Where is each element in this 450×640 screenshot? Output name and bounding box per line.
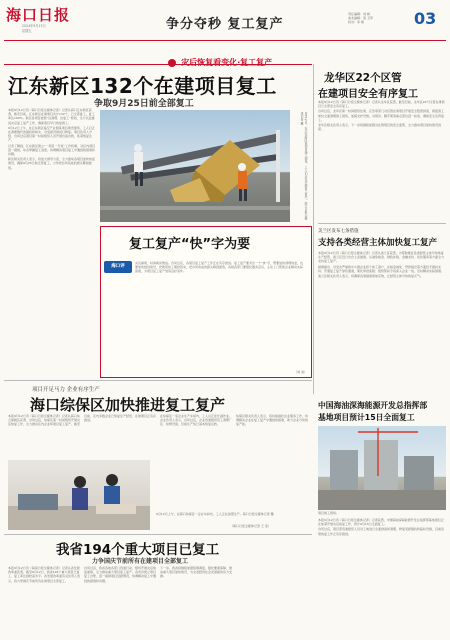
banner-rule (4, 64, 312, 65)
workshop-illustration (8, 460, 150, 530)
mid-left-paragraph: 综保区相关负责人表示，将持续做好企业服务工作，协调解决企业在复工复产中遇到的困难，助力企业尽快恢复产能。 (236, 414, 308, 427)
commentary-box (100, 226, 312, 378)
section-banner (168, 52, 272, 71)
bottom-left-subhead: 力争国庆节前所有在建项目全部复工 (92, 558, 189, 565)
mid-left-photo (8, 460, 150, 530)
bottom-separator (4, 534, 312, 535)
commentary-author: （刘 旭） (294, 369, 307, 374)
right-mid-paragraph: 美兰区相关负责人表示，将确保各项措施落地见效，让经营主体尽快恢复元气。 (318, 274, 424, 279)
commentary-logo (104, 261, 132, 273)
commentary-logo-text: 海口评 (111, 264, 125, 269)
lead-paragraph: 本报9月12日讯（海口日报全媒体记者）记者从海口江东新区获悉，截至目前，江东新区在建项目共计132个，已全部复工，复工率达100%。新区各项目按照“边清理、边复工”原则，全力以赴推进灾后复工复产工作，确保项目早日恢复施工。 (8, 108, 95, 125)
masthead (0, 0, 450, 42)
right-bottom-photo-caption: 项目施工现场。 (318, 511, 340, 515)
right-bottom-photo (318, 426, 446, 510)
right-bottom-body (318, 518, 446, 636)
mid-separator (4, 380, 312, 381)
section-dot-icon (168, 59, 176, 67)
right-top-paragraph: 龙华区相关负责人表示，下一步将继续加强对在建项目的安全监管，全力推动项目加快建设进度。 (318, 123, 442, 132)
mid-left-kicker: 项目开足马力 企业有序生产 (32, 387, 100, 393)
bottom-left-headline: 我省194个重大项目已复工 (56, 542, 220, 558)
issue-weekday: 星期五 (22, 29, 32, 33)
editor-line: 美术编辑：蔡 卫军 (348, 16, 373, 21)
lead-paragraph: 新区相关负责人表示，将加大督导力度，全力推动各项目加快恢复建设，确保9月25日前全部复工，力争把台风造成的损失降到最低。 (8, 157, 96, 170)
lead-body-col1 (8, 108, 96, 373)
masthead-rule (4, 40, 446, 41)
mid-left-paragraph: 本报9月12日讯（海口日报全媒体记者）记者从海口综合保税区获悉，台风过后，综保区第一时间组织开展灾后恢复工作，全力推动区内企业和项目复工复产。截至目前，区内多数企业已恢复生产经营，在建项目正有序推进。 (8, 414, 157, 427)
right-mid-kicker: 美兰区发布七条措施 (318, 229, 359, 234)
right-top-headline-line1: 龙华区22个区管 (324, 72, 402, 84)
right-mid-paragraph: 措施提出，对受灾严重的中小微企业和个体工商户，在租金减免、贷款贴息等方面给予倾斜支持；开通复工复产绿色通道，简化审批流程；组织帮扶专班深入企业一线，及时解决实际困难。 (318, 264, 445, 273)
editors-block (348, 12, 406, 25)
right-separator (318, 223, 446, 224)
right-top-body (318, 100, 446, 220)
right-top-paragraph: 本报9月12日讯（海口日报全媒体记者）记者从龙华区获悉，截至目前，龙华区22个区管在建项目已全部安全有序复工。 (318, 100, 445, 109)
bottom-left-paragraph: 下一步，我省将继续加强统筹调度，强化要素保障，推动重大项目加快建设，为全省经济社会发展提供有力支撑。 (160, 566, 233, 579)
right-bottom-paragraph: 本报9月12日讯（海口日报全媒体记者）记者获悉，中国海油深海能源开发总指挥部基地项目正在加紧开展灾后恢复工作，预计9月15日全面复工。 (318, 518, 444, 527)
mid-left-caption: 9月12日上午，在海口综保区一企业车间内，工人正在加紧生产。海口日报全媒体记者 摄 (156, 512, 274, 516)
lead-paragraph: 9月12日上午，在江东新区临空产业园某项目建设现场，工人们正在清理倒伏的围挡和树木，对受损设施进行修复。项目负责人介绍，台风过后项目第一时间组织人员开展自查自救，抓紧恢复生产。 (8, 125, 95, 143)
building-site-illustration (318, 426, 446, 510)
editor-line: 校对：李 敏 (348, 20, 364, 25)
commentary-body: 灾后重建，时间就是效益。台风过后，各项目复工复产工作正在有序推进。复工复产要突出一个“快”字，既要加快清理恢复，也要加快推进建设，把耽误的工期抢回来，把台风造成的损失降到最低。各级各部门要强化服务意识，主动上门帮助企业解决实际困难，为项目复工复产创造良好条件。 (135, 261, 304, 274)
right-mid-headline: 支持各类经营主体加快复工复产 (318, 238, 438, 248)
construction-scene-illustration (100, 110, 290, 222)
right-bottom-headline-line2: 基地项目预计15日全面复工 (318, 413, 415, 422)
editor-line: 责任编辑：刘 畅 (348, 12, 370, 16)
right-mid-paragraph: 本报9月12日讯（海口日报全媒体记者）记者从美兰区获悉，为帮助辖区各类经营主体尽快恢复生产经营，美兰区近日出台七条措施，从减免租金、财政补贴、金融支持、优化服务等方面全力支持复工复产。 (318, 251, 445, 264)
right-bottom-paragraph: 台风过后，项目部迅速组织人员对工地进行全面排查和清理，修复受损围挡和临时设施，目前各项恢复工作正有序推进。 (318, 527, 445, 536)
issue-date: 2024年9月13日 (22, 24, 46, 28)
right-mid-body (318, 251, 446, 389)
bottom-left-paragraph: 本报9月12日讯（海南日报全媒体记者）记者从省发展改革委获悉，截至9月12日，我省194个重大项目已复工，复工率达到较高水平。省发展改革委有关负责人表示，将力争国庆节前所有在建项目全部复工。 (8, 566, 81, 583)
right-top-paragraph: 台风过后，龙华区第一时间组织住建、应急等部门对区管在建项目开展安全隐患排查，督促施工单位全面清理施工现场，加固支护设施，对塔吊、脚手架等重点部位逐一检查，确保安全后再复工。 (318, 109, 445, 122)
lead-photo (100, 110, 290, 222)
mid-left-byline: （海口日报全媒体记者 王 莹） (230, 524, 271, 528)
mid-left-body (8, 414, 308, 462)
lead-headline: 江东新区132个在建项目复工 (8, 74, 277, 98)
lead-paragraph: 记者了解到，江东新区建立“一项目一专班”工作机制，对区内项目逐一摸排，动态掌握复工进度，协调解决项目复工中遇到的困难和问题。 (8, 143, 96, 157)
lead-photo-caption: 9月12日，在江东新区某项目施工现场，工人们正在开展复工复产。海口日报全媒体记者 摄 (300, 112, 308, 220)
mid-left-paragraph: 在综保区一家企业生产车间内，工人们正在忙碌作业。企业负责人表示，台风过后，企业迅速组织员工清理厂区、检修设备，目前生产线已基本恢复运转。 (160, 414, 233, 427)
mid-left-headline: 海口综保区加快推进复工复产 (30, 396, 226, 414)
newspaper-logo: 海口日报 (6, 6, 71, 24)
commentary-headline: 复工复产“快”字为要 (129, 237, 251, 252)
lead-subhead: 争取9月25日前全部复工 (94, 99, 194, 109)
bottom-left-body (8, 566, 308, 636)
right-bottom-headline-line1: 中国海油深海能源开发总指挥部 (318, 401, 428, 410)
column-divider (313, 64, 314, 394)
bottom-left-paragraph: 台风过后，我省各地各部门迅速行动，组织开展灾后恢复重建，全力推动重大项目复工复产。各市县建立项目复工台账，逐一摸排项目受损情况，协调解决复工中遇到的困难和问题。 (84, 566, 157, 583)
page-header-title: 争分夺秒 复工复产 (166, 17, 284, 32)
page-number: 03 (414, 9, 437, 28)
right-top-headline-line2: 在建项目安全有序复工 (318, 89, 418, 100)
section-banner-text: 灾后恢复看变化·复工复产 (181, 58, 273, 67)
